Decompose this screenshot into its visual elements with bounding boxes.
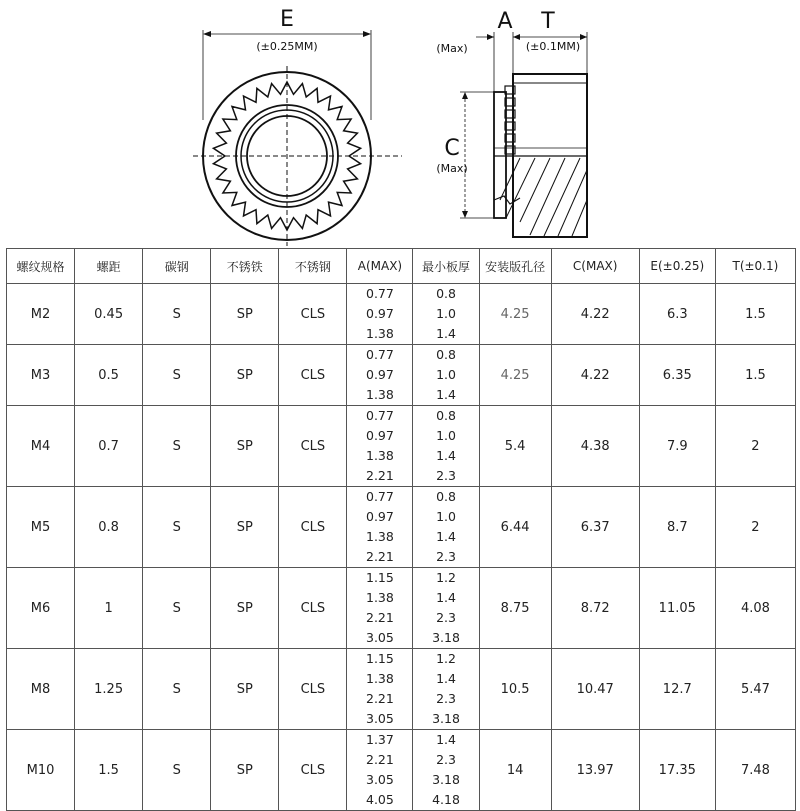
label-e: E: [280, 7, 294, 32]
cell-min-thickness-value: 1.2: [436, 570, 456, 585]
cell-carbon-steel: S: [143, 730, 211, 811]
cell-min-thickness: [413, 649, 479, 730]
cell-pitch: 0.8: [75, 487, 143, 568]
front-view: [193, 30, 402, 246]
header-carbon-steel: 碳钢: [143, 249, 211, 284]
cell-a-max-value: 1.38: [366, 590, 394, 605]
cell-a-max: [347, 406, 413, 487]
cell-t: 2: [715, 406, 795, 487]
cell-c-max: 4.22: [551, 284, 639, 345]
cell-pitch: 1.25: [75, 649, 143, 730]
cell-hole-diameter: 4.25: [479, 345, 551, 406]
cell-min-thickness-value: 1.4: [436, 590, 456, 605]
cell-hole-diameter: 4.25: [479, 284, 551, 345]
cell-e: 7.9: [639, 406, 715, 487]
cell-pitch: 0.7: [75, 406, 143, 487]
cell-a-max-value: 1.37: [366, 732, 394, 747]
cell-hole-diameter: 5.4: [479, 406, 551, 487]
cell-min-thickness-value: 1.4: [436, 732, 456, 747]
cell-min-thickness-value: 1.0: [436, 428, 456, 443]
cell-carbon-steel: S: [143, 568, 211, 649]
header-t: T(±0.1): [715, 249, 795, 284]
cell-a-max-value: 0.77: [366, 489, 394, 504]
cell-a-max-value: 2.21: [366, 691, 394, 706]
cell-min-thickness-value: 1.2: [436, 651, 456, 666]
cell-min-thickness-value: 2.3: [436, 610, 456, 625]
cell-min-thickness: [413, 730, 479, 811]
cell-spec: M5: [7, 487, 75, 568]
cell-a-max: [347, 345, 413, 406]
cell-c-max: 8.72: [551, 568, 639, 649]
cell-stainless-steel: CLS: [279, 730, 347, 811]
cell-carbon-steel: S: [143, 345, 211, 406]
cell-stainless-steel: CLS: [279, 406, 347, 487]
table-row: [7, 406, 796, 487]
cell-a-max-value: 1.38: [366, 529, 394, 544]
cell-min-thickness-value: 2.3: [436, 468, 456, 483]
cell-a-max: [347, 487, 413, 568]
label-t: T: [541, 9, 555, 34]
cell-min-thickness-value: 2.3: [436, 549, 456, 564]
tolerance-e: (±0.25MM): [256, 40, 318, 53]
cell-a-max-value: 2.21: [366, 610, 394, 625]
table-header-row: [7, 249, 796, 284]
cell-hole-diameter: 8.75: [479, 568, 551, 649]
cell-carbon-steel: S: [143, 284, 211, 345]
cell-spec: M8: [7, 649, 75, 730]
cell-stainless-iron: SP: [211, 345, 279, 406]
cell-carbon-steel: S: [143, 649, 211, 730]
cell-stainless-iron: SP: [211, 730, 279, 811]
cell-min-thickness-value: 1.4: [436, 387, 456, 402]
table-row: [7, 284, 796, 345]
cell-hole-diameter: 6.44: [479, 487, 551, 568]
cell-min-thickness-value: 2.3: [436, 691, 456, 706]
cell-a-max: [347, 730, 413, 811]
cell-a-max-value: 1.38: [366, 326, 394, 341]
cell-min-thickness-value: 0.8: [436, 408, 456, 423]
cell-min-thickness-value: 1.0: [436, 509, 456, 524]
cell-a-max-value: 0.77: [366, 408, 394, 423]
cell-hole-diameter: 14: [479, 730, 551, 811]
cell-a-max-value: 0.97: [366, 306, 394, 321]
cell-t: 7.48: [715, 730, 795, 811]
cell-carbon-steel: S: [143, 487, 211, 568]
cell-t: 1.5: [715, 345, 795, 406]
cell-carbon-steel: S: [143, 406, 211, 487]
cell-e: 8.7: [639, 487, 715, 568]
tolerance-a: (Max): [436, 42, 468, 55]
cell-a-max-value: 0.97: [366, 367, 394, 382]
cell-spec: M6: [7, 568, 75, 649]
cell-stainless-steel: CLS: [279, 649, 347, 730]
cell-pitch: 1: [75, 568, 143, 649]
table-row: [7, 345, 796, 406]
cell-c-max: 6.37: [551, 487, 639, 568]
cell-a-max-value: 3.05: [366, 711, 394, 726]
cell-a-max: [347, 649, 413, 730]
cell-min-thickness-value: 1.0: [436, 367, 456, 382]
table-row: [7, 730, 796, 811]
header-stainless-iron: 不锈铁: [211, 249, 279, 284]
cell-min-thickness-value: 0.8: [436, 347, 456, 362]
cell-stainless-iron: SP: [211, 568, 279, 649]
cell-stainless-steel: CLS: [279, 284, 347, 345]
cell-min-thickness: [413, 284, 479, 345]
header-c-max: C(MAX): [551, 249, 639, 284]
label-a: A: [497, 9, 513, 34]
cell-e: 6.3: [639, 284, 715, 345]
cell-min-thickness: [413, 406, 479, 487]
header-a-max: A(MAX): [347, 249, 413, 284]
cell-a-max-value: 4.05: [366, 792, 394, 807]
table-row: [7, 649, 796, 730]
cell-t: 5.47: [715, 649, 795, 730]
cell-stainless-steel: CLS: [279, 568, 347, 649]
cell-e: 6.35: [639, 345, 715, 406]
cell-spec: M2: [7, 284, 75, 345]
cell-a-max-value: 1.15: [366, 570, 394, 585]
cell-a-max-value: 2.21: [366, 752, 394, 767]
cell-min-thickness: [413, 487, 479, 568]
cell-a-max-value: 0.77: [366, 286, 394, 301]
cell-stainless-steel: CLS: [279, 487, 347, 568]
cell-a-max-value: 0.77: [366, 347, 394, 362]
cell-c-max: 13.97: [551, 730, 639, 811]
cell-spec: M4: [7, 406, 75, 487]
cell-a-max-value: 1.38: [366, 448, 394, 463]
header-min-thickness: 最小板厚: [413, 249, 479, 284]
header-pitch: 螺距: [75, 249, 143, 284]
cell-spec: M3: [7, 345, 75, 406]
cell-min-thickness-value: 4.18: [432, 792, 460, 807]
cell-a-max-value: 1.38: [366, 387, 394, 402]
technical-drawing: [0, 0, 800, 248]
cell-a-max-value: 0.97: [366, 509, 394, 524]
cell-min-thickness-value: 0.8: [436, 489, 456, 504]
cell-c-max: 10.47: [551, 649, 639, 730]
header-hole-diameter: 安装版孔径: [479, 249, 551, 284]
cell-e: 17.35: [639, 730, 715, 811]
cell-stainless-iron: SP: [211, 487, 279, 568]
cell-t: 4.08: [715, 568, 795, 649]
cell-e: 11.05: [639, 568, 715, 649]
spec-table: [6, 248, 796, 811]
cell-min-thickness-value: 1.4: [436, 448, 456, 463]
cell-a-max-value: 1.38: [366, 671, 394, 686]
cell-min-thickness-value: 1.4: [436, 671, 456, 686]
label-c: C: [444, 136, 460, 161]
table-row: [7, 568, 796, 649]
side-view: [460, 32, 587, 237]
tolerance-t: (±0.1MM): [525, 40, 581, 53]
cell-a-max: [347, 568, 413, 649]
cell-a-max-value: 1.15: [366, 651, 394, 666]
cell-min-thickness-value: 1.4: [436, 326, 456, 341]
cell-c-max: 4.38: [551, 406, 639, 487]
cell-a-max-value: 0.97: [366, 428, 394, 443]
cell-pitch: 0.45: [75, 284, 143, 345]
cell-a-max: [347, 284, 413, 345]
cell-a-max-value: 2.21: [366, 549, 394, 564]
header-e: E(±0.25): [639, 249, 715, 284]
cell-a-max-value: 2.21: [366, 468, 394, 483]
cell-min-thickness: [413, 568, 479, 649]
cell-spec: M10: [7, 730, 75, 811]
cell-t: 2: [715, 487, 795, 568]
cell-min-thickness-value: 1.4: [436, 529, 456, 544]
cell-stainless-iron: SP: [211, 649, 279, 730]
cell-stainless-iron: SP: [211, 406, 279, 487]
cell-min-thickness-value: 3.18: [432, 711, 460, 726]
header-thread-spec: 螺纹规格: [7, 249, 75, 284]
cell-min-thickness-value: 0.8: [436, 286, 456, 301]
cell-min-thickness-value: 2.3: [436, 752, 456, 767]
cell-a-max-value: 3.05: [366, 772, 394, 787]
tolerance-c: (Max): [436, 162, 468, 175]
table-row: [7, 487, 796, 568]
cell-min-thickness-value: 1.0: [436, 306, 456, 321]
cell-min-thickness-value: 3.18: [432, 772, 460, 787]
cell-e: 12.7: [639, 649, 715, 730]
cell-pitch: 1.5: [75, 730, 143, 811]
cell-min-thickness-value: 3.18: [432, 630, 460, 645]
cell-min-thickness: [413, 345, 479, 406]
cell-hole-diameter: 10.5: [479, 649, 551, 730]
cell-pitch: 0.5: [75, 345, 143, 406]
cell-a-max-value: 3.05: [366, 630, 394, 645]
cell-t: 1.5: [715, 284, 795, 345]
cell-stainless-iron: SP: [211, 284, 279, 345]
cell-stainless-steel: CLS: [279, 345, 347, 406]
header-stainless-steel: 不锈钢: [279, 249, 347, 284]
cell-c-max: 4.22: [551, 345, 639, 406]
